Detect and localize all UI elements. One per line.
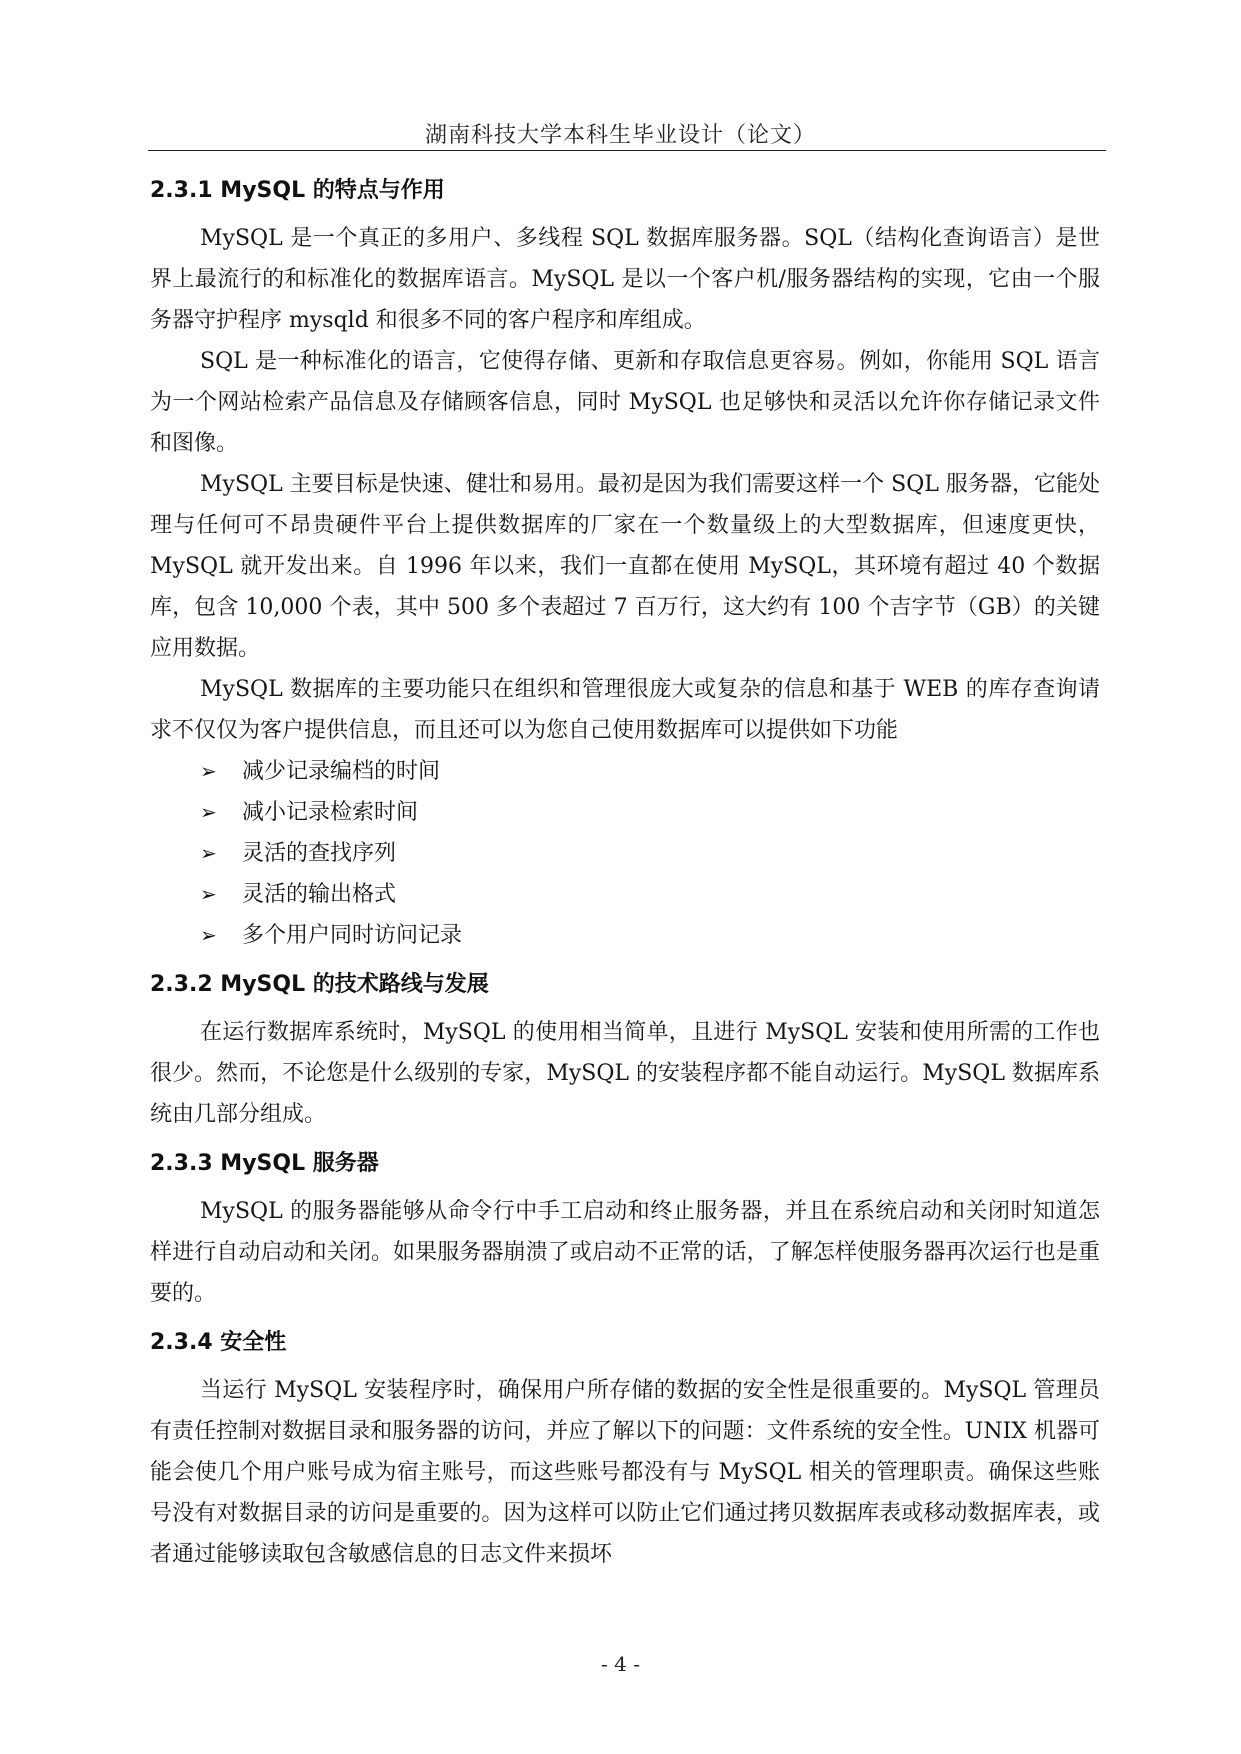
document-body xyxy=(150,176,1100,1575)
section-heading-2-3-2: 2.3.2 MySQL 的技术路线与发展 xyxy=(150,972,489,997)
paragraph: 在运行数据库系统时，MySQL 的使用相当简单，且进行 MySQL 安装和使用所需的工作也很少。然而，不论您是什么级别的专家，MySQL 的安装程序都不能自动运行。MySQL 数据库系统由几部分组成。 xyxy=(150,1020,1100,1127)
list-item xyxy=(200,792,1100,833)
paragraph: SQL 是一种标准化的语言，它使得存储、更新和存取信息更容易。例如，你能用 SQL 语言为一个网站检索产品信息及存储顾客信息，同时 MySQL 也足够快和灵活以允许你存储记录文件和图像。 xyxy=(150,349,1100,456)
list-item-text: 灵活的查找序列 xyxy=(242,841,397,866)
list-item xyxy=(200,751,1100,792)
header-rule xyxy=(148,150,1106,151)
list-item xyxy=(200,915,1100,956)
arrow-bullet-icon: ➢ xyxy=(200,882,217,906)
paragraph: MySQL 主要目标是快速、健壮和易用。最初是因为我们需要这样一个 SQL 服务器，它能处理与任何可不昂贵硬件平台上提供数据库的厂家在一个数量级上的大型数据库，但速度更快，MySQL 就开发出来。自 1996 年以来，我们一直都在使用 MySQL，其环境有超过 40 个数据库，包含 10,000 个表，其中 500 多个表超过 7 百万行，这大约有 100 个吉字节（GB）的关键应用数据。 xyxy=(150,472,1100,661)
list-item-text: 灵活的输出格式 xyxy=(242,882,397,907)
arrow-bullet-icon: ➢ xyxy=(200,759,217,783)
arrow-bullet-icon: ➢ xyxy=(200,841,217,865)
list-item xyxy=(200,874,1100,915)
paragraph: MySQL 是一个真正的多用户、多线程 SQL 数据库服务器。SQL（结构化查询语言）是世界上最流行的和标准化的数据库语言。MySQL 是以一个客户机/服务器结构的实现，它由一个服务器守护程序 mysqld 和很多不同的客户程序和库组成。 xyxy=(150,226,1100,333)
list-item-text: 减小记录检索时间 xyxy=(242,800,419,825)
paragraph: MySQL 的服务器能够从命令行中手工启动和终止服务器，并且在系统启动和关闭时知道怎样进行自动启动和关闭。如果服务器崩溃了或启动不正常的话，了解怎样使服务器再次运行也是重要的。 xyxy=(150,1199,1100,1306)
feature-list xyxy=(150,751,1100,956)
page-number: - 4 - xyxy=(601,1652,640,1676)
paragraph: 当运行 MySQL 安装程序时，确保用户所存储的数据的安全性是很重要的。MySQL 管理员有责任控制对数据目录和服务器的访问，并应了解以下的问题：文件系统的安全性。UNIX 机器可能会使几个用户账号成为宿主账号，而这些账号都没有与 MySQL 相关的管理职责。确保这些账号没有对数据目录的访问是重要的。因为这样可以防止它们通过拷贝数据库表或移动数据库表，或者通过能够读取包含敏感信息的日志文件来损坏 xyxy=(150,1378,1100,1567)
paragraph: MySQL 数据库的主要功能只在组织和管理很庞大或复杂的信息和基于 WEB 的库存查询请求不仅仅为客户提供信息，而且还可以为您自己使用数据库可以提供如下功能 xyxy=(150,677,1100,743)
page-header: 湖南科技大学本科生毕业设计（论文） xyxy=(424,123,816,148)
section-heading-2-3-4: 2.3.4 安全性 xyxy=(150,1330,287,1355)
section-heading-2-3-3: 2.3.3 MySQL 服务器 xyxy=(150,1151,379,1176)
section-heading-2-3-1: 2.3.1 MySQL 的特点与作用 xyxy=(150,178,445,203)
list-item-text: 减少记录编档的时间 xyxy=(242,759,441,784)
list-item-text: 多个用户同时访问记录 xyxy=(242,923,463,948)
arrow-bullet-icon: ➢ xyxy=(200,923,217,947)
arrow-bullet-icon: ➢ xyxy=(200,800,217,824)
list-item xyxy=(200,833,1100,874)
